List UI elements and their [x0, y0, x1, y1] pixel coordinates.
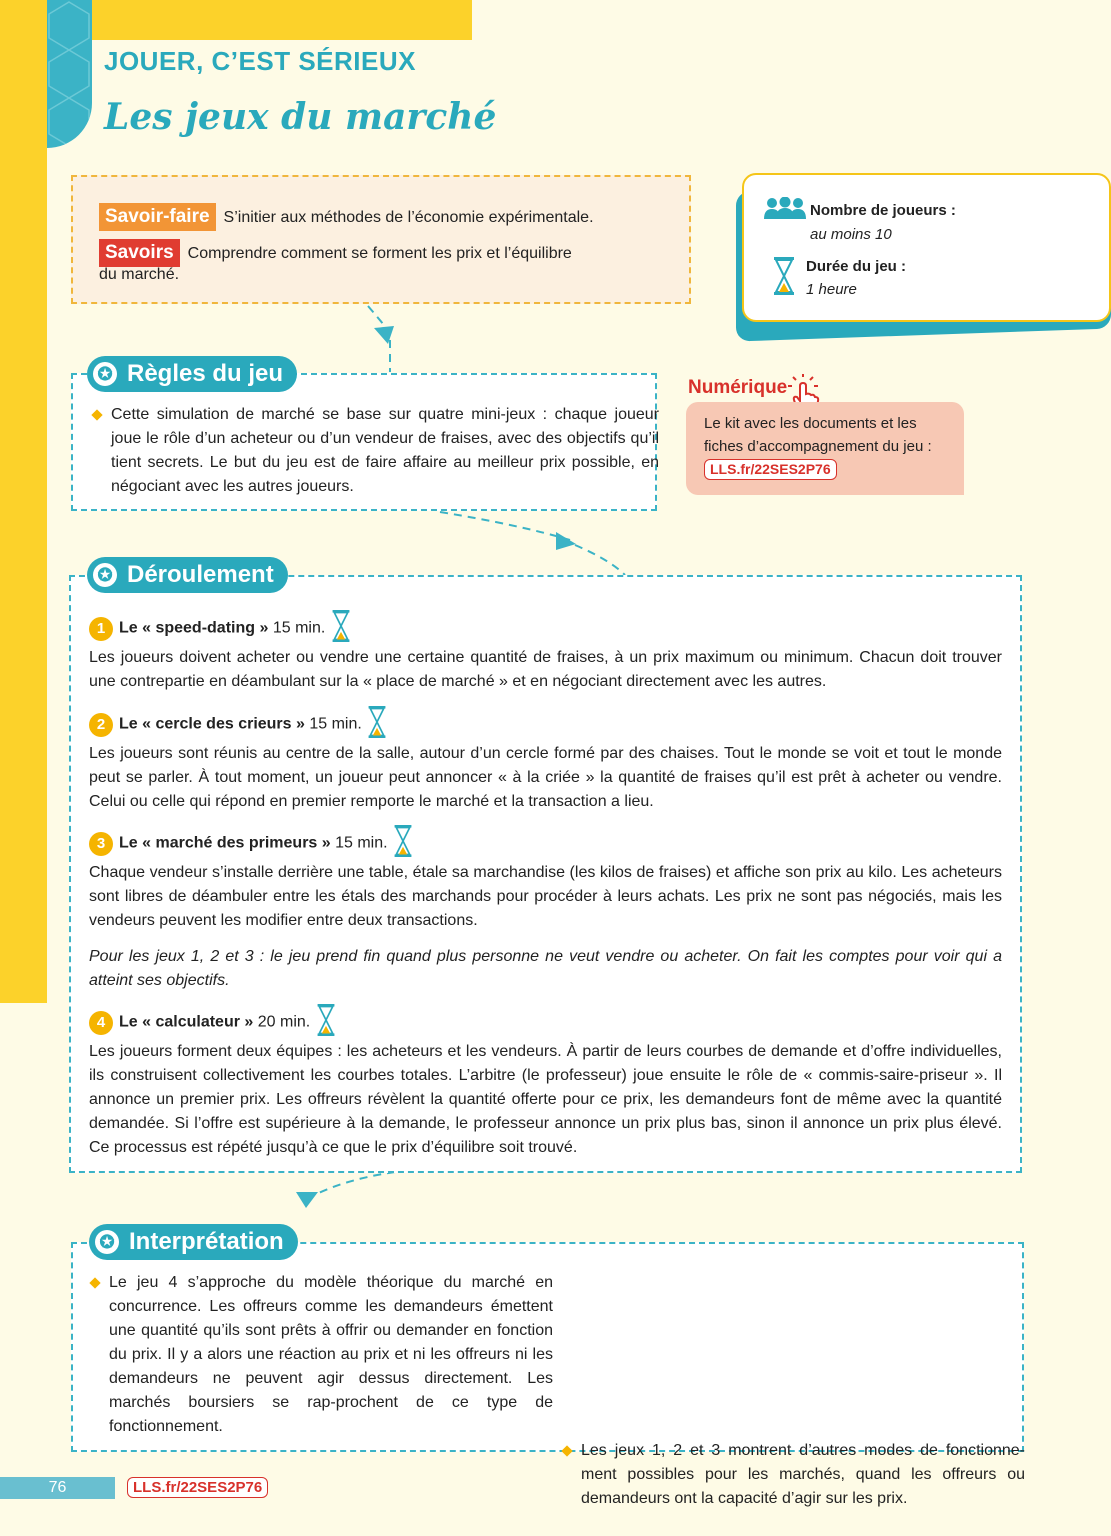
step-1-heading [89, 610, 352, 647]
savoirs-text-continued: du marché. [99, 266, 180, 283]
step-number: 1 [89, 617, 113, 641]
step-3-heading [89, 825, 414, 862]
players-label: Nombre de joueurs : [810, 202, 956, 219]
step-name: Le « cercle des crieurs » [119, 715, 305, 733]
step-duration: 15 min. [272, 619, 326, 637]
step-name: Le « speed-dating » [119, 619, 269, 637]
savoir-faire-text: S’initier aux méthodes de l’économie expérimentale. [223, 209, 594, 226]
savoirs-tag: Savoirs [99, 239, 180, 267]
players-value: au moins 10 [810, 226, 892, 243]
page-title: Les jeux du marché [104, 96, 497, 138]
duration-value: 1 heure [806, 281, 857, 298]
savoir-faire-tag: Savoir-faire [99, 203, 216, 231]
star-icon: ✪ [93, 362, 117, 386]
step-number: 3 [89, 832, 113, 856]
footer-link[interactable]: LLS.fr/22SES2P76 [127, 1477, 268, 1498]
interpretation-title-pill [89, 1224, 298, 1260]
step-duration: 20 min. [257, 1013, 311, 1031]
deroulement-title-pill [87, 557, 288, 593]
step-number: 2 [89, 713, 113, 737]
step-name: Le « calculateur » [119, 1013, 254, 1031]
star-icon: ✪ [95, 1230, 119, 1254]
interpretation-left: Le jeu 4 s’approche du modèle théorique du marché en concurrence. Les offreurs comme les demandeurs émettent une quantité qu’ils sont prêts à offrir ou demander en fonction du prix. Il y a alors une réaction au prix et ni les offreurs ni les demandeurs ne peuvent agir dessus directement. Les marchés boursiers se rap-prochent de ce type de fonctionnement. [89, 1271, 553, 1439]
regles-section [71, 373, 657, 511]
step-name: Le « marché des primeurs » [119, 834, 331, 852]
step-3-text: Chaque vendeur s’installe derrière une table, étale sa marchandise (les kilos de fraises) et affiche son prix au kilo. Les acheteurs sont libres de déambuler entre les étals des marchands pour procéder à leurs achats. Les prix ne sont pas négociés, mais les vendeurs peuvent les modifier entre deux transactions. [89, 864, 1002, 929]
numerique-label: Numérique [688, 377, 788, 398]
hourglass-icon [392, 825, 414, 862]
numerique-box [686, 402, 964, 495]
step-number: 4 [89, 1011, 113, 1035]
step-4-heading [89, 1004, 337, 1041]
regles-title: Règles du jeu [127, 360, 284, 387]
step-4-text: Les joueurs forment deux équipes : les acheteurs et les vendeurs. À partir de leurs courbes de demande et d’offre individuelles, ils construisent collectivement les courbes totales. L’arbitre (le professeur) joue ensuite le rôle de « commis-saire-priseur ». Il annonce un premier prix. Les offreurs révèlent la quantité offerte pour ce prix, les demandeurs font de même avec la quantité demandée. Si l’offre est supérieure à la demande, le professeur annonce un prix plus bas, sinon il annonce un prix plus élevé. Ce processus est répété jusqu’à ce que le prix d’équilibre soit trouvé. [89, 1043, 1002, 1156]
hourglass-icon [330, 610, 352, 647]
step-duration: 15 min. [309, 715, 362, 733]
step-1-text: Les joueurs doivent acheter ou vendre une certaine quantité de fraises, à un prix maximum ou minimum. Chacun doit trouver une contrepartie en déambulant sur la « place de marché » et en négociant directement avec les autres. [89, 649, 1002, 690]
numerique-text: Le kit avec les documents et les fiches d’accompagnement du jeu : [704, 415, 932, 455]
interpretation-right: Les jeux 1, 2 et 3 montrent d’autres modes de fonctionne-ment possibles pour les marchés, quand les offreurs ou demandeurs ont la capacité d’agir sur les prix. [561, 1439, 1025, 1511]
hourglass-icon [315, 1004, 337, 1041]
step-2-text: Les joueurs sont réunis au centre de la salle, autour d’un cercle formé par des chaises. Tout le monde se voit et tout le monde peut se parler. À tout moment, un joueur peut annoncer « à la criée » la quantité de fraises qu’il est prêt à acheter ou vendre. Celui ou celle qui répond en premier remporte le marché et la transaction a lieu. [89, 745, 1002, 810]
step-duration: 15 min. [335, 834, 388, 852]
regles-title-pill [87, 356, 297, 392]
page-number: 76 [0, 1477, 115, 1499]
games-note: Pour les jeux 1, 2 et 3 : le jeu prend fin quand plus personne ne veut vendre ou acheter. On fait les comptes pour voir qui a atteint ses objectifs. [89, 948, 1002, 989]
hourglass-icon [366, 706, 388, 743]
star-icon: ✪ [93, 563, 117, 587]
step-2-heading [89, 706, 388, 743]
duration-label: Durée du jeu : [806, 258, 907, 275]
section-kicker: JOUER, C’EST SÉRIEUX [104, 46, 416, 76]
deroulement-title: Déroulement [127, 561, 274, 588]
numerique-link[interactable]: LLS.fr/22SES2P76 [704, 459, 837, 480]
savoirs-text: Comprendre comment se forment les prix et l’équilibre [187, 245, 572, 262]
regles-text: Cette simulation de marché se base sur quatre mini-jeux : chaque joueur joue le rôle d’un acheteur ou d’un vendeur de fraises, avec des objectifs qu’il tient secrets. Le but du jeu est de faire affaire au meilleur prix possible, en négociant avec les autres joueurs. [91, 403, 659, 499]
interpretation-title: Interprétation [129, 1228, 284, 1255]
